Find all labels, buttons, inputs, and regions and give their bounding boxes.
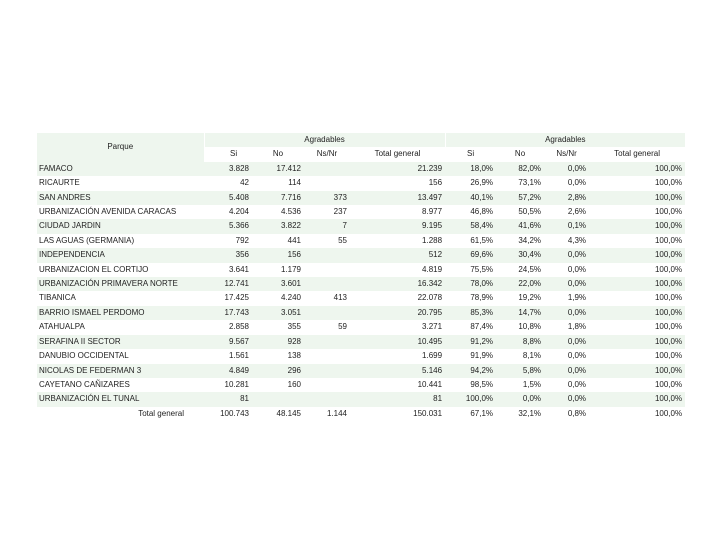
total-cell: 8.977 <box>350 205 445 219</box>
no-pct-cell: 1,5% <box>496 378 544 392</box>
no-cell: 355 <box>252 320 304 334</box>
nsnr-pct-cell: 0,8% <box>544 407 589 421</box>
nsnr-pct-cell: 0,0% <box>544 392 589 406</box>
no-cell: 3.051 <box>252 306 304 320</box>
no-pct-cell: 73,1% <box>496 176 544 190</box>
no-cell: 4.240 <box>252 291 304 305</box>
header-group-row <box>37 133 685 147</box>
no-cell: 3.822 <box>252 219 304 233</box>
si-cell: 2.858 <box>204 320 252 334</box>
no-pct-cell: 32,1% <box>496 407 544 421</box>
table-row <box>37 248 685 262</box>
total-cell: 156 <box>350 176 445 190</box>
parque-name-cell: ATAHUALPA <box>37 320 204 334</box>
parque-name-cell: BARRIO ISMAEL PERDOMO <box>37 306 204 320</box>
si-pct-cell: 98,5% <box>445 378 496 392</box>
nsnr-pct-cell: 0,0% <box>544 349 589 363</box>
nsnr-pct-cell: 1,9% <box>544 291 589 305</box>
parque-name-cell: INDEPENDENCIA <box>37 248 204 262</box>
table-row <box>37 191 685 205</box>
no-pct-cell: 8,8% <box>496 335 544 349</box>
no-cell: 7.716 <box>252 191 304 205</box>
total-cell: 22.078 <box>350 291 445 305</box>
nsnr-cell: 237 <box>304 205 350 219</box>
no-cell: 17.412 <box>252 162 304 176</box>
total-pct-cell: 100,0% <box>589 291 685 305</box>
nsnr-cell <box>304 335 350 349</box>
nsnr-cell <box>304 248 350 262</box>
total-cell: 4.819 <box>350 263 445 277</box>
si-pct-cell: 58,4% <box>445 219 496 233</box>
no-pct-cell: 82,0% <box>496 162 544 176</box>
total-cell: 10.495 <box>350 335 445 349</box>
parque-name-cell: LAS AGUAS (GERMANIA) <box>37 234 204 248</box>
no-pct-cell: 8,1% <box>496 349 544 363</box>
nsnr-pct-cell: 0,0% <box>544 162 589 176</box>
total-pct-cell: 100,0% <box>589 162 685 176</box>
si-cell: 792 <box>204 234 252 248</box>
col-no-pct-header: No <box>496 147 544 161</box>
nsnr-pct-cell: 0,0% <box>544 263 589 277</box>
nsnr-cell <box>304 364 350 378</box>
si-pct-cell: 67,1% <box>445 407 496 421</box>
si-pct-cell: 91,9% <box>445 349 496 363</box>
nsnr-cell <box>304 162 350 176</box>
total-cell: 150.031 <box>350 407 445 421</box>
no-pct-cell: 30,4% <box>496 248 544 262</box>
total-cell: 81 <box>350 392 445 406</box>
nsnr-cell <box>304 306 350 320</box>
nsnr-pct-cell: 0,0% <box>544 248 589 262</box>
si-cell: 81 <box>204 392 252 406</box>
agradables-table <box>37 133 685 421</box>
si-pct-cell: 85,3% <box>445 306 496 320</box>
si-pct-cell: 18,0% <box>445 162 496 176</box>
si-cell: 100.743 <box>204 407 252 421</box>
agradables-table-container <box>37 133 685 421</box>
nsnr-cell: 373 <box>304 191 350 205</box>
nsnr-cell: 59 <box>304 320 350 334</box>
parque-name-cell: URBANIZACIÓN EL TUNAL <box>37 392 204 406</box>
si-pct-cell: 91,2% <box>445 335 496 349</box>
table-row <box>37 162 685 176</box>
si-cell: 12.741 <box>204 277 252 291</box>
agradables-pct-header: Agradables <box>445 133 685 147</box>
total-pct-cell: 100,0% <box>589 378 685 392</box>
no-pct-cell: 41,6% <box>496 219 544 233</box>
table-row <box>37 291 685 305</box>
total-pct-cell: 100,0% <box>589 263 685 277</box>
nsnr-pct-cell: 4,3% <box>544 234 589 248</box>
no-cell <box>252 392 304 406</box>
si-pct-cell: 87,4% <box>445 320 496 334</box>
parque-name-cell: NICOLAS DE FEDERMAN 3 <box>37 364 204 378</box>
nsnr-cell <box>304 378 350 392</box>
no-cell: 3.601 <box>252 277 304 291</box>
table-row <box>37 392 685 406</box>
table-row <box>37 335 685 349</box>
table-row <box>37 349 685 363</box>
total-pct-cell: 100,0% <box>589 407 685 421</box>
nsnr-pct-cell: 1,8% <box>544 320 589 334</box>
nsnr-pct-cell: 2,8% <box>544 191 589 205</box>
parque-name-cell: RICAURTE <box>37 176 204 190</box>
si-pct-cell: 26,9% <box>445 176 496 190</box>
nsnr-cell: 7 <box>304 219 350 233</box>
nsnr-pct-cell: 2,6% <box>544 205 589 219</box>
no-pct-cell: 50,5% <box>496 205 544 219</box>
total-pct-cell: 100,0% <box>589 277 685 291</box>
si-pct-cell: 46,8% <box>445 205 496 219</box>
si-cell: 42 <box>204 176 252 190</box>
total-pct-cell: 100,0% <box>589 248 685 262</box>
parque-name-cell: URBANIZACION EL CORTIJO <box>37 263 204 277</box>
table-row <box>37 378 685 392</box>
table-row <box>37 205 685 219</box>
si-pct-cell: 94,2% <box>445 364 496 378</box>
nsnr-pct-cell: 0,0% <box>544 364 589 378</box>
no-cell: 138 <box>252 349 304 363</box>
no-cell: 48.145 <box>252 407 304 421</box>
total-cell: 3.271 <box>350 320 445 334</box>
nsnr-pct-cell: 0,1% <box>544 219 589 233</box>
no-cell: 1.179 <box>252 263 304 277</box>
parque-name-cell: CIUDAD JARDIN <box>37 219 204 233</box>
no-pct-cell: 34,2% <box>496 234 544 248</box>
total-cell: 1.288 <box>350 234 445 248</box>
total-label: Total general <box>37 407 204 421</box>
total-pct-cell: 100,0% <box>589 219 685 233</box>
col-nsnr-pct-header: Ns/Nr <box>544 147 589 161</box>
no-pct-cell: 5,8% <box>496 364 544 378</box>
nsnr-cell <box>304 263 350 277</box>
table-row <box>37 176 685 190</box>
table-row <box>37 219 685 233</box>
total-cell: 16.342 <box>350 277 445 291</box>
total-pct-cell: 100,0% <box>589 306 685 320</box>
si-pct-cell: 78,0% <box>445 277 496 291</box>
parque-name-cell: TIBANICA <box>37 291 204 305</box>
si-cell: 3.641 <box>204 263 252 277</box>
table-row <box>37 234 685 248</box>
nsnr-pct-cell: 0,0% <box>544 378 589 392</box>
si-cell: 5.366 <box>204 219 252 233</box>
parque-name-cell: URBANIZACIÓN AVENIDA CARACAS <box>37 205 204 219</box>
parque-name-cell: URBANIZACIÓN PRIMAVERA NORTE <box>37 277 204 291</box>
no-cell: 4.536 <box>252 205 304 219</box>
col-no-header: No <box>252 147 304 161</box>
col-si-pct-header: Si <box>445 147 496 161</box>
si-cell: 356 <box>204 248 252 262</box>
si-pct-cell: 69,6% <box>445 248 496 262</box>
table-row <box>37 306 685 320</box>
si-cell: 5.408 <box>204 191 252 205</box>
nsnr-cell: 413 <box>304 291 350 305</box>
si-cell: 4.849 <box>204 364 252 378</box>
nsnr-cell: 1.144 <box>304 407 350 421</box>
total-pct-cell: 100,0% <box>589 234 685 248</box>
parque-name-cell: DANUBIO OCCIDENTAL <box>37 349 204 363</box>
nsnr-pct-cell: 0,0% <box>544 306 589 320</box>
total-pct-cell: 100,0% <box>589 176 685 190</box>
total-cell: 20.795 <box>350 306 445 320</box>
no-pct-cell: 10,8% <box>496 320 544 334</box>
si-cell: 4.204 <box>204 205 252 219</box>
total-pct-cell: 100,0% <box>589 349 685 363</box>
table-row <box>37 320 685 334</box>
no-pct-cell: 22,0% <box>496 277 544 291</box>
si-pct-cell: 75,5% <box>445 263 496 277</box>
parque-header: Parque <box>37 133 204 162</box>
total-cell: 512 <box>350 248 445 262</box>
no-pct-cell: 57,2% <box>496 191 544 205</box>
col-si-header: Si <box>204 147 252 161</box>
parque-name-cell: SERAFINA II SECTOR <box>37 335 204 349</box>
nsnr-pct-cell: 0,0% <box>544 335 589 349</box>
total-pct-cell: 100,0% <box>589 335 685 349</box>
no-cell: 441 <box>252 234 304 248</box>
si-cell: 9.567 <box>204 335 252 349</box>
table-row <box>37 277 685 291</box>
si-cell: 3.828 <box>204 162 252 176</box>
si-cell: 1.561 <box>204 349 252 363</box>
total-pct-cell: 100,0% <box>589 392 685 406</box>
si-pct-cell: 61,5% <box>445 234 496 248</box>
total-pct-cell: 100,0% <box>589 320 685 334</box>
nsnr-cell <box>304 349 350 363</box>
total-pct-cell: 100,0% <box>589 205 685 219</box>
total-cell: 1.699 <box>350 349 445 363</box>
nsnr-cell <box>304 277 350 291</box>
agradables-abs-header: Agradables <box>204 133 445 147</box>
si-pct-cell: 100,0% <box>445 392 496 406</box>
no-pct-cell: 24,5% <box>496 263 544 277</box>
no-pct-cell: 14,7% <box>496 306 544 320</box>
parque-name-cell: CAYETANO CAÑIZARES <box>37 378 204 392</box>
col-nsnr-header: Ns/Nr <box>304 147 350 161</box>
table-row <box>37 263 685 277</box>
no-pct-cell: 19,2% <box>496 291 544 305</box>
total-pct-cell: 100,0% <box>589 191 685 205</box>
total-cell: 13.497 <box>350 191 445 205</box>
si-pct-cell: 40,1% <box>445 191 496 205</box>
si-cell: 17.425 <box>204 291 252 305</box>
col-total-header: Total general <box>350 147 445 161</box>
total-cell: 21.239 <box>350 162 445 176</box>
total-cell: 5.146 <box>350 364 445 378</box>
si-cell: 17.743 <box>204 306 252 320</box>
no-cell: 156 <box>252 248 304 262</box>
si-pct-cell: 78,9% <box>445 291 496 305</box>
table-row <box>37 364 685 378</box>
no-cell: 114 <box>252 176 304 190</box>
total-pct-cell: 100,0% <box>589 364 685 378</box>
col-total-pct-header: Total general <box>589 147 685 161</box>
total-cell: 9.195 <box>350 219 445 233</box>
nsnr-pct-cell: 0,0% <box>544 176 589 190</box>
no-cell: 160 <box>252 378 304 392</box>
nsnr-cell <box>304 176 350 190</box>
total-cell: 10.441 <box>350 378 445 392</box>
nsnr-pct-cell: 0,0% <box>544 277 589 291</box>
nsnr-cell: 55 <box>304 234 350 248</box>
no-cell: 296 <box>252 364 304 378</box>
si-cell: 10.281 <box>204 378 252 392</box>
no-cell: 928 <box>252 335 304 349</box>
parque-name-cell: FAMACO <box>37 162 204 176</box>
no-pct-cell: 0,0% <box>496 392 544 406</box>
nsnr-cell <box>304 392 350 406</box>
total-row <box>37 407 685 421</box>
parque-name-cell: SAN ANDRES <box>37 191 204 205</box>
